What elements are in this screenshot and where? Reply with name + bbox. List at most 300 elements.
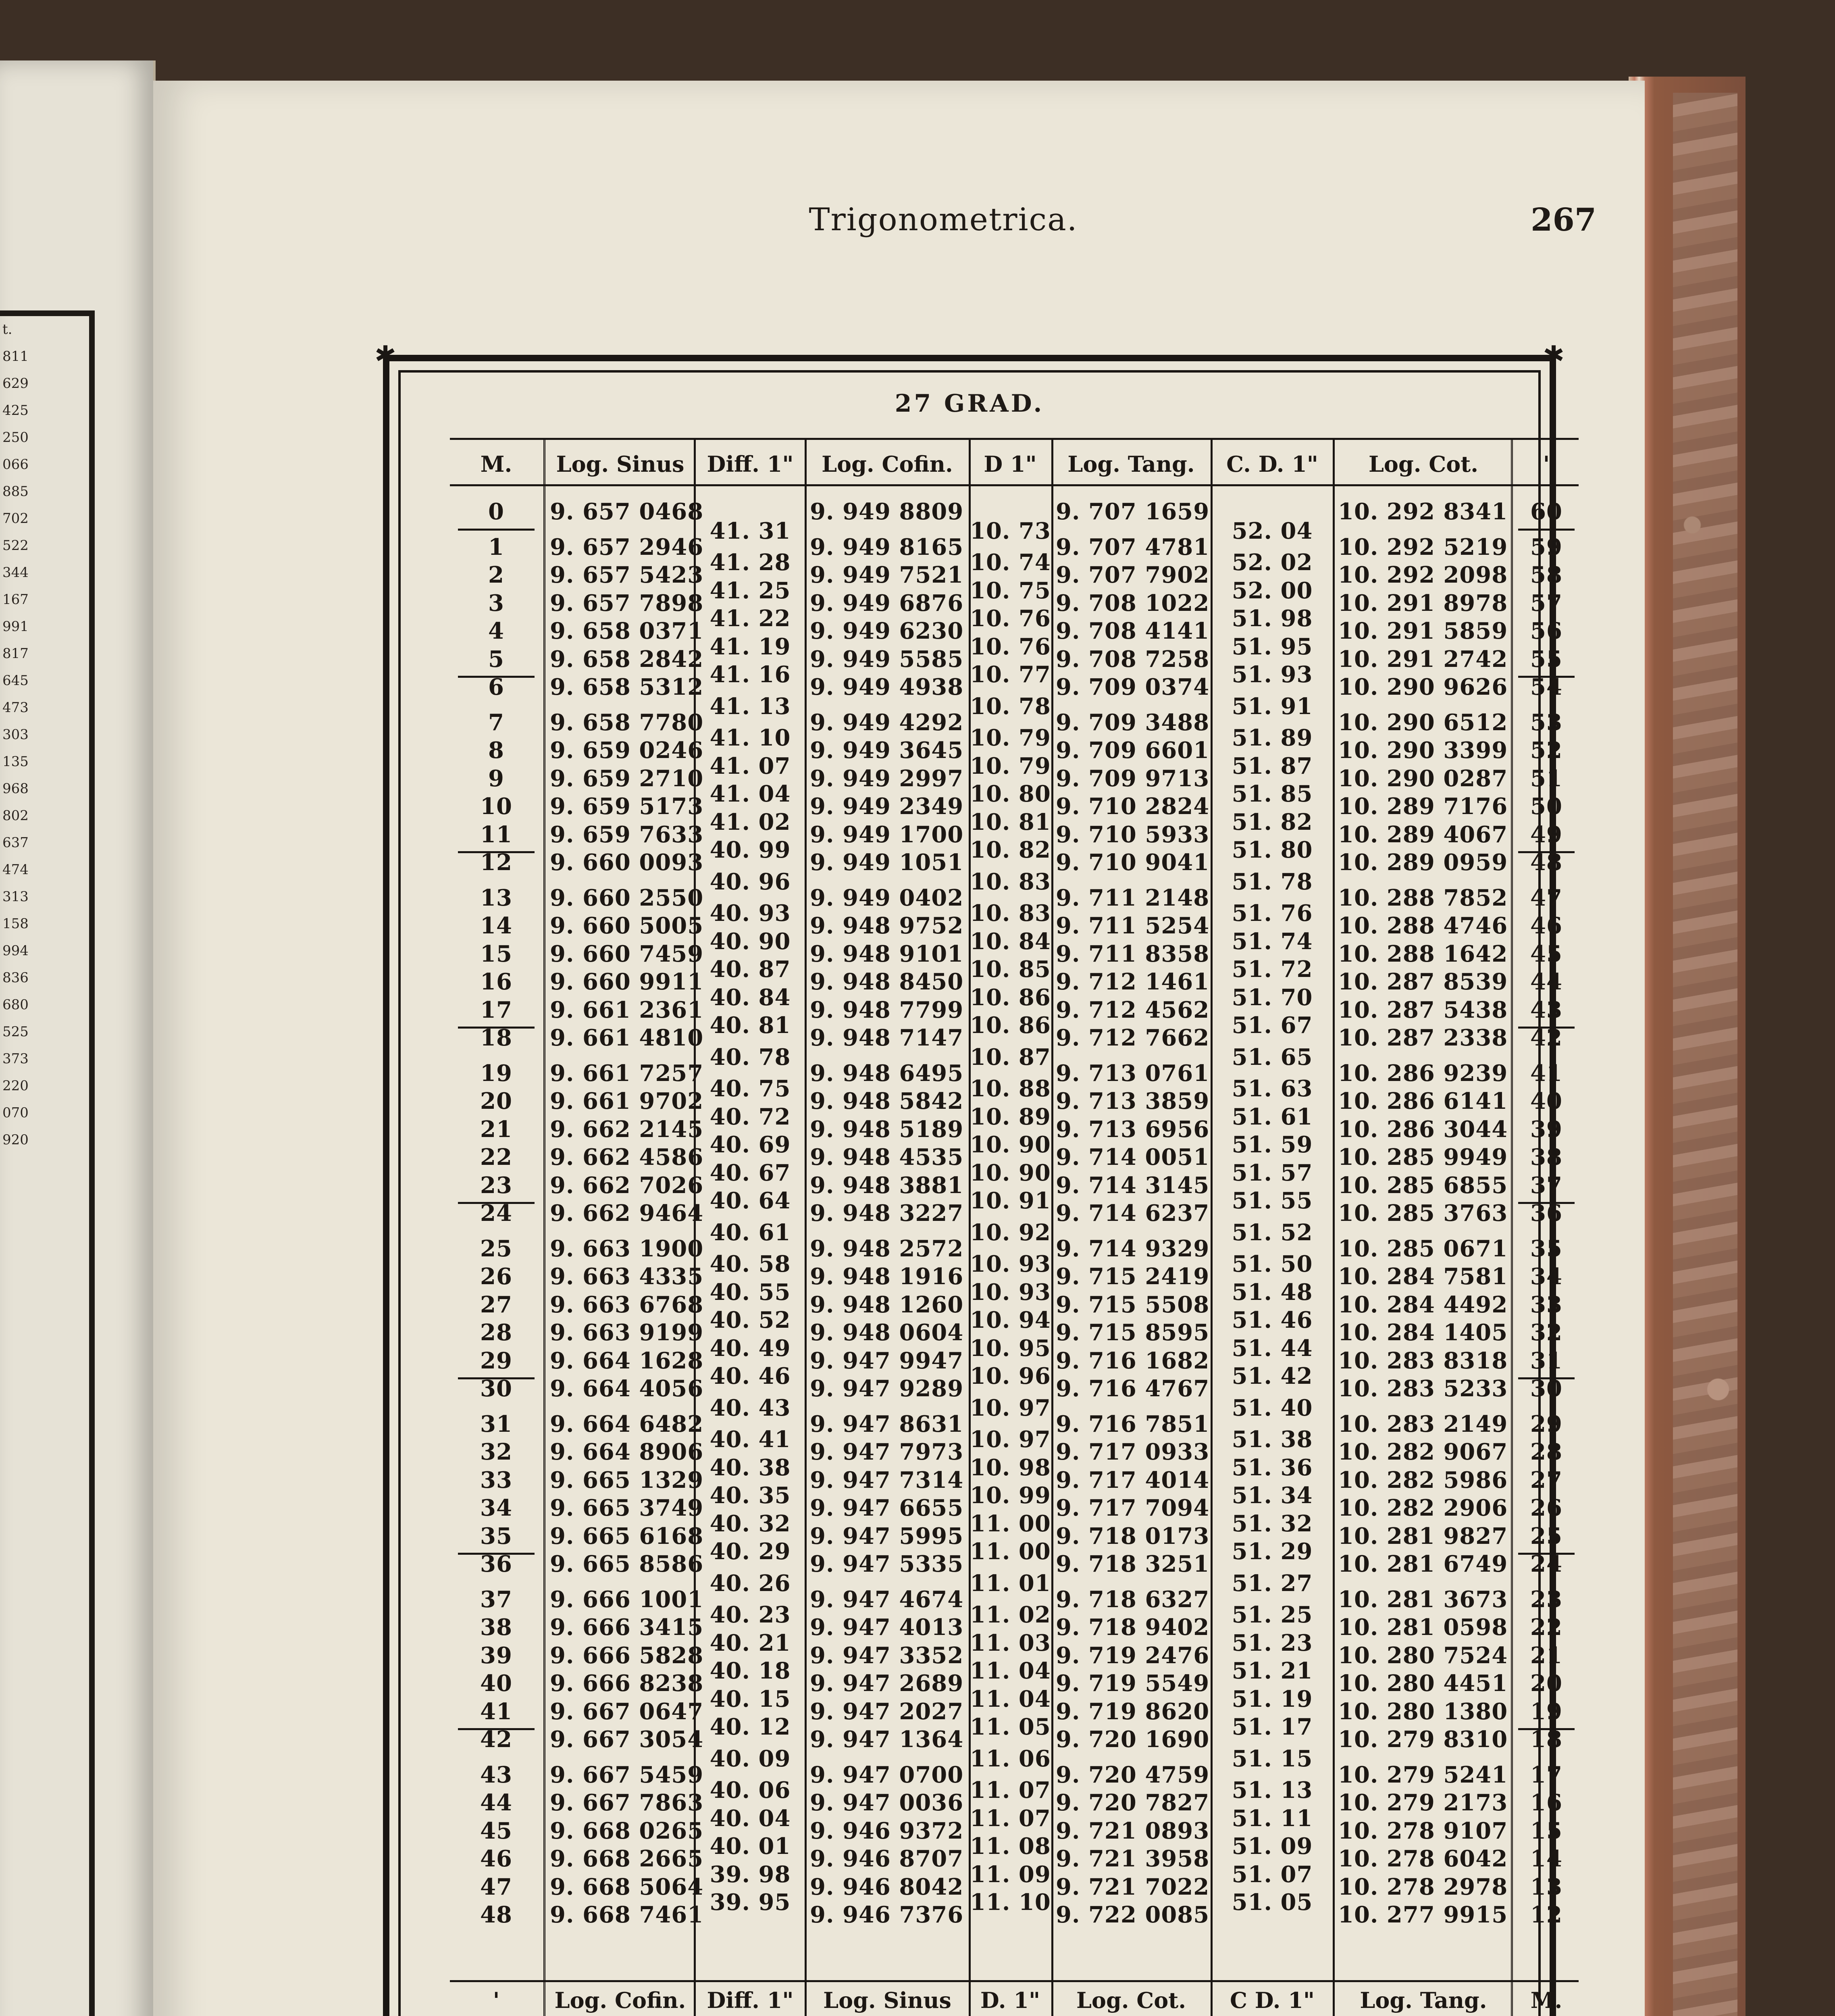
table-cell-cot: 10. 283 8318: [1338, 1347, 1508, 1374]
table-cell-mr: 41: [1530, 1060, 1562, 1087]
table-cell-cot: 10. 289 0959: [1338, 849, 1508, 876]
table-cell-cot: 10. 288 7852: [1338, 884, 1508, 911]
table-diff-diff_cos: 10. 73: [970, 517, 1051, 544]
top-grade-heading: 27 GRAD.: [895, 389, 1044, 418]
table-cell-tan: 9. 717 4014: [1056, 1466, 1210, 1493]
table-diff-diff_sin: 40. 38: [709, 1454, 791, 1481]
table-cell-sin: 9. 660 0093: [550, 849, 704, 876]
table-cell-sin: 9. 665 1329: [550, 1466, 704, 1493]
table-cell-cos: 9. 946 8707: [810, 1845, 964, 1872]
table-cell-sin: 9. 658 5312: [550, 674, 704, 700]
table-diff-diff_sin: 40. 52: [709, 1307, 791, 1334]
table-cell-m: 35: [480, 1522, 512, 1549]
table-diff-diff_sin: 39. 95: [709, 1889, 791, 1916]
table-cell-sin: 9. 659 5173: [550, 793, 704, 820]
table-cell-m: 42: [480, 1726, 512, 1753]
table-cell-cot: 10. 283 5233: [1338, 1375, 1508, 1402]
column-footer: Diff. 1": [707, 1987, 794, 2013]
table-diff-diff_tan: 51. 52: [1232, 1219, 1313, 1246]
table-cell-mr: 51: [1530, 765, 1562, 792]
table-diff-diff_sin: 40. 87: [709, 956, 791, 983]
table-diff-diff_sin: 40. 72: [709, 1103, 791, 1130]
table-cell-cos: 9. 946 9372: [810, 1817, 964, 1844]
table-diff-diff_sin: 41. 10: [709, 725, 791, 752]
left-fragment-line: t.: [2, 321, 12, 337]
table-cell-tan: 9. 721 3958: [1056, 1845, 1210, 1872]
left-fragment-line: 817: [2, 646, 29, 662]
table-cell-tan: 9. 714 6237: [1056, 1200, 1210, 1227]
table-diff-diff_tan: 51. 63: [1232, 1075, 1313, 1102]
table-cell-cot: 10. 277 9915: [1338, 1901, 1508, 1928]
table-diff-diff_tan: 51. 05: [1232, 1889, 1313, 1916]
column-footer: ': [493, 1987, 500, 2013]
table-diff-diff_sin: 40. 81: [709, 1012, 791, 1039]
table-cell-m: 26: [480, 1263, 512, 1290]
left-fragment-line: 135: [2, 754, 29, 770]
left-fragment-line: 645: [2, 673, 29, 689]
column-header: M.: [480, 451, 512, 477]
table-cell-mr: 40: [1530, 1088, 1562, 1114]
table-diff-diff_tan: 51. 46: [1232, 1307, 1313, 1334]
table-cell-m: 47: [480, 1873, 512, 1900]
table-cell-tan: 9. 720 4759: [1056, 1761, 1210, 1788]
table-cell-mr: 33: [1530, 1291, 1562, 1318]
table-cell-m: 11: [480, 821, 512, 848]
left-fragment-line: 313: [2, 889, 29, 905]
table-diff-diff_cos: 10. 79: [970, 725, 1051, 752]
table-frame: [374, 341, 1565, 2016]
table-cell-mr: 59: [1530, 533, 1562, 560]
table-diff-diff_sin: 40. 58: [709, 1251, 791, 1278]
table-cell-m: 8: [488, 737, 504, 764]
table-cell-cot: 10. 280 1380: [1338, 1698, 1508, 1725]
table-cell-cos: 9. 948 4535: [810, 1144, 964, 1170]
table-cell-cot: 10. 288 1642: [1338, 940, 1508, 967]
table-diff-diff_tan: 52. 00: [1232, 577, 1313, 604]
table-cell-tan: 9. 721 7022: [1056, 1873, 1210, 1900]
table-diff-diff_tan: 52. 04: [1232, 517, 1313, 544]
table-diff-diff_sin: 40. 04: [709, 1805, 791, 1832]
table-cell-m: 22: [480, 1144, 512, 1170]
table-cell-m: 13: [480, 884, 512, 911]
table-diff-diff_cos: 10. 90: [970, 1131, 1051, 1158]
table-diff-diff_cos: 11. 07: [970, 1777, 1051, 1804]
table-diff-diff_cos: 10. 78: [970, 693, 1051, 720]
table-cell-cot: 10. 285 9949: [1338, 1144, 1508, 1170]
previous-page: [0, 60, 156, 2016]
table-diff-diff_sin: 40. 55: [709, 1279, 791, 1306]
table-cell-mr: 27: [1530, 1466, 1562, 1493]
table-cell-cot: 10. 281 0598: [1338, 1614, 1508, 1641]
table-diff-diff_tan: 51. 11: [1232, 1805, 1313, 1832]
table-cell-m: 24: [480, 1200, 512, 1227]
table-cell-m: 31: [480, 1410, 512, 1437]
current-page: [153, 81, 1645, 2016]
table-diff-diff_sin: 40. 90: [709, 928, 791, 955]
left-fragment-line: 250: [2, 429, 29, 446]
table-diff-diff_cos: 11. 08: [970, 1833, 1051, 1860]
table-cell-cos: 9. 949 1051: [810, 849, 964, 876]
table-cell-tan: 9. 707 1659: [1056, 498, 1210, 525]
table-cell-cot: 10. 290 0287: [1338, 765, 1508, 792]
table-cell-sin: 9. 668 5064: [550, 1873, 704, 1900]
table-cell-sin: 9. 665 3749: [550, 1495, 704, 1521]
table-cell-tan: 9. 717 7094: [1056, 1495, 1210, 1521]
column-header: Diff. 1": [707, 451, 794, 477]
table-cell-sin: 9. 660 7459: [550, 940, 704, 967]
table-cell-cot: 10. 292 8341: [1338, 498, 1508, 525]
table-diff-diff_sin: 40. 01: [709, 1833, 791, 1860]
table-cell-cos: 9. 947 0036: [810, 1789, 964, 1816]
table-cell-sin: 9. 664 1628: [550, 1347, 704, 1374]
table-cell-m: 25: [480, 1235, 512, 1262]
table-cell-tan: 9. 707 4781: [1056, 533, 1210, 560]
table-cell-cot: 10. 290 6512: [1338, 709, 1508, 736]
table-diff-diff_tan: 51. 07: [1232, 1861, 1313, 1888]
table-cell-cos: 9. 947 3352: [810, 1642, 964, 1669]
table-cell-sin: 9. 663 1900: [550, 1235, 704, 1262]
table-diff-diff_tan: 51. 72: [1232, 956, 1313, 983]
corner-ornament-icon: ✱: [1543, 341, 1565, 371]
table-cell-cot: 10. 291 2742: [1338, 646, 1508, 673]
table-cell-cot: 10. 287 2338: [1338, 1025, 1508, 1051]
table-cell-sin: 9. 657 0468: [550, 498, 704, 525]
column-footer: Log. Tang.: [1360, 1987, 1487, 2013]
table-diff-diff_tan: 51. 70: [1232, 984, 1313, 1011]
table-diff-diff_sin: 40. 96: [709, 868, 791, 895]
column-header: Log. Sinus: [556, 451, 684, 477]
table-diff-diff_tan: 51. 13: [1232, 1777, 1313, 1804]
table-cell-tan: 9. 713 0761: [1056, 1060, 1210, 1087]
table-cell-m: 14: [480, 912, 512, 939]
table-cell-cos: 9. 948 0604: [810, 1319, 964, 1346]
table-cell-mr: 13: [1530, 1873, 1562, 1900]
table-cell-cot: 10. 290 9626: [1338, 674, 1508, 700]
table-diff-diff_sin: 40. 99: [709, 837, 791, 864]
table-cell-m: 44: [480, 1789, 512, 1816]
left-fragment-line: 066: [2, 456, 29, 473]
table-cell-cot: 10. 279 5241: [1338, 1761, 1508, 1788]
table-cell-tan: 9. 717 0933: [1056, 1439, 1210, 1465]
table-cell-tan: 9. 712 7662: [1056, 1025, 1210, 1051]
table-cell-sin: 9. 666 1001: [550, 1586, 704, 1613]
table-diff-diff_tan: 51. 19: [1232, 1685, 1313, 1712]
table-diff-diff_sin: 41. 25: [709, 577, 791, 604]
table-cell-cos: 9. 948 6495: [810, 1060, 964, 1087]
table-cell-cos: 9. 948 3881: [810, 1172, 964, 1199]
table-cell-mr: 37: [1530, 1172, 1562, 1199]
table-cell-m: 40: [480, 1670, 512, 1697]
table-cell-mr: 24: [1530, 1551, 1562, 1577]
table-cell-cos: 9. 947 6655: [810, 1495, 964, 1521]
table-cell-cos: 9. 948 9101: [810, 940, 964, 967]
left-fragment-line: 802: [2, 808, 29, 824]
table-cell-tan: 9. 708 1022: [1056, 589, 1210, 616]
table-cell-cot: 10. 280 4451: [1338, 1670, 1508, 1697]
table-cell-m: 1: [488, 533, 504, 560]
table-cell-sin: 9. 662 7026: [550, 1172, 704, 1199]
table-cell-m: 43: [480, 1761, 512, 1788]
left-fragment-line: 885: [2, 483, 29, 500]
table-diff-diff_tan: 51. 82: [1232, 808, 1313, 835]
table-cell-mr: 49: [1530, 821, 1562, 848]
table-cell-sin: 9. 666 8238: [550, 1670, 704, 1697]
table-cell-tan: 9. 713 3859: [1056, 1088, 1210, 1114]
table-cell-sin: 9. 661 2361: [550, 996, 704, 1023]
table-diff-diff_tan: 51. 48: [1232, 1279, 1313, 1306]
table-cell-cos: 9. 949 6230: [810, 618, 964, 644]
table-cell-cos: 9. 947 5995: [810, 1522, 964, 1549]
table-cell-m: 20: [480, 1088, 512, 1114]
table-cell-tan: 9. 720 1690: [1056, 1726, 1210, 1753]
table-diff-diff_sin: 40. 84: [709, 984, 791, 1011]
table-cell-cos: 9. 949 8165: [810, 533, 964, 560]
table-cell-tan: 9. 715 2419: [1056, 1263, 1210, 1290]
left-fragment-line: 637: [2, 835, 29, 851]
left-fragment-line: 167: [2, 591, 29, 608]
table-cell-mr: 12: [1530, 1901, 1562, 1928]
table-cell-cos: 9. 949 3645: [810, 737, 964, 764]
table-diff-diff_cos: 10. 99: [970, 1482, 1051, 1509]
table-cell-sin: 9. 657 7898: [550, 589, 704, 616]
table-diff-diff_cos: 10. 93: [970, 1279, 1051, 1306]
table-diff-diff_tan: 51. 74: [1232, 928, 1313, 955]
table-cell-cot: 10. 289 4067: [1338, 821, 1508, 848]
table-cell-tan: 9. 710 2824: [1056, 793, 1210, 820]
table-cell-m: 10: [480, 793, 512, 820]
table-cell-mr: 45: [1530, 940, 1562, 967]
table-cell-tan: 9. 722 0085: [1056, 1901, 1210, 1928]
table-diff-diff_sin: 40. 49: [709, 1335, 791, 1362]
table-diff-diff_cos: 11. 00: [970, 1538, 1051, 1565]
table-cell-cos: 9. 946 7376: [810, 1901, 964, 1928]
group-rule: [458, 529, 535, 531]
table-diff-diff_cos: 11. 09: [970, 1861, 1051, 1888]
table-cell-cot: 10. 278 9107: [1338, 1817, 1508, 1844]
table-cell-m: 18: [480, 1025, 512, 1051]
table-diff-diff_cos: 10. 82: [970, 837, 1051, 864]
table-cell-sin: 9. 665 8586: [550, 1551, 704, 1577]
table-diff-diff_cos: 10. 86: [970, 1012, 1051, 1039]
column-footer: Log. Cot.: [1076, 1987, 1186, 2013]
table-diff-diff_sin: 40. 46: [709, 1363, 791, 1390]
table-cell-cos: 9. 949 7521: [810, 562, 964, 588]
table-diff-diff_tan: 51. 61: [1232, 1103, 1313, 1130]
table-cell-sin: 9. 658 2842: [550, 646, 704, 673]
table-cell-cot: 10. 285 6855: [1338, 1172, 1508, 1199]
table-cell-tan: 9. 710 9041: [1056, 849, 1210, 876]
table-cell-mr: 50: [1530, 793, 1562, 820]
table-cell-m: 32: [480, 1439, 512, 1465]
column-footer: Log. Sinus: [823, 1987, 951, 2013]
table-diff-diff_cos: 10. 87: [970, 1043, 1051, 1070]
table-cell-tan: 9. 720 7827: [1056, 1789, 1210, 1816]
table-diff-diff_tan: 51. 09: [1232, 1833, 1313, 1860]
table-cell-cos: 9. 948 7799: [810, 996, 964, 1023]
table-cell-cot: 10. 281 9827: [1338, 1522, 1508, 1549]
previous-page-table-fragment: [0, 310, 95, 2016]
table-cell-sin: 9. 668 2665: [550, 1845, 704, 1872]
table-diff-diff_cos: 10. 74: [970, 549, 1051, 576]
table-diff-diff_tan: 51. 91: [1232, 693, 1313, 720]
table-diff-diff_tan: 51. 76: [1232, 900, 1313, 927]
page-number: 267: [1531, 202, 1596, 238]
table-cell-sin: 9. 662 4586: [550, 1144, 704, 1170]
table-diff-diff_sin: 40. 41: [709, 1426, 791, 1453]
table-diff-diff_tan: 51. 27: [1232, 1570, 1313, 1597]
left-fragment-line: 373: [2, 1051, 29, 1067]
table-cell-cos: 9. 949 2997: [810, 765, 964, 792]
table-diff-diff_cos: 10. 81: [970, 808, 1051, 835]
table-diff-diff_sin: 40. 06: [709, 1777, 791, 1804]
table-cell-cos: 9. 947 4674: [810, 1586, 964, 1613]
table-cell-sin: 9. 664 4056: [550, 1375, 704, 1402]
table-cell-tan: 9. 714 9329: [1056, 1235, 1210, 1262]
table-cell-tan: 9. 718 6327: [1056, 1586, 1210, 1613]
table-cell-m: 21: [480, 1116, 512, 1143]
left-fragment-line: 968: [2, 781, 29, 797]
table-cell-mr: 22: [1530, 1614, 1562, 1641]
table-cell-cos: 9. 947 0700: [810, 1761, 964, 1788]
table-cell-m: 2: [488, 562, 504, 588]
table-diff-diff_cos: 10. 98: [970, 1454, 1051, 1481]
table-cell-cot: 10. 282 2906: [1338, 1495, 1508, 1521]
table-diff-diff_cos: 10. 89: [970, 1103, 1051, 1130]
table-cell-cos: 9. 947 7973: [810, 1439, 964, 1465]
table-cell-sin: 9. 667 3054: [550, 1726, 704, 1753]
table-cell-mr: 48: [1530, 849, 1562, 876]
table-diff-diff_cos: 10. 88: [970, 1075, 1051, 1102]
table-cell-m: 5: [488, 646, 504, 673]
column-rule: [543, 440, 548, 2016]
table-cell-m: 33: [480, 1466, 512, 1493]
table-cell-mr: 19: [1530, 1698, 1562, 1725]
left-fragment-line: 158: [2, 916, 29, 932]
table-cell-cos: 9. 948 2572: [810, 1235, 964, 1262]
table-cell-mr: 58: [1530, 562, 1562, 588]
column-header: C. D. 1": [1226, 451, 1318, 477]
column-footer: C D. 1": [1230, 1987, 1315, 2013]
table-cell-mr: 57: [1530, 589, 1562, 616]
table-cell-m: 38: [480, 1614, 512, 1641]
table-cell-m: 27: [480, 1291, 512, 1318]
table-diff-diff_sin: 40. 35: [709, 1482, 791, 1509]
table-diff-diff_tan: 51. 57: [1232, 1159, 1313, 1186]
table-cell-sin: 9. 660 5005: [550, 912, 704, 939]
table-diff-diff_cos: 10. 83: [970, 868, 1051, 895]
table-cell-cos: 9. 949 5585: [810, 646, 964, 673]
table-cell-sin: 9. 663 4335: [550, 1263, 704, 1290]
table-diff-diff_tan: 51. 40: [1232, 1394, 1313, 1421]
table-cell-tan: 9. 716 4767: [1056, 1375, 1210, 1402]
table-cell-mr: 29: [1530, 1410, 1562, 1437]
table-cell-mr: 20: [1530, 1670, 1562, 1697]
table-diff-diff_sin: 40. 75: [709, 1075, 791, 1102]
table-diff-diff_tan: 51. 36: [1232, 1454, 1313, 1481]
table-cell-mr: 55: [1530, 646, 1562, 673]
table-cell-sin: 9. 666 5828: [550, 1642, 704, 1669]
table-cell-cos: 9. 947 2027: [810, 1698, 964, 1725]
table-cell-cos: 9. 948 8450: [810, 968, 964, 995]
table-diff-diff_cos: 10. 94: [970, 1307, 1051, 1334]
table-cell-mr: 56: [1530, 618, 1562, 644]
table-cell-sin: 9. 657 2946: [550, 533, 704, 560]
table-cell-tan: 9. 715 8595: [1056, 1319, 1210, 1346]
table-diff-diff_cos: 10. 85: [970, 956, 1051, 983]
running-title: Trigonometrica.: [809, 202, 1078, 238]
left-fragment-line: 680: [2, 997, 29, 1013]
table-cell-cos: 9. 949 1700: [810, 821, 964, 848]
table-diff-diff_sin: 40. 15: [709, 1685, 791, 1712]
table-diff-diff_sin: 41. 28: [709, 549, 791, 576]
table-diff-diff_tan: 51. 59: [1232, 1131, 1313, 1158]
table-diff-diff_tan: 52. 02: [1232, 549, 1313, 576]
table-cell-cos: 9. 948 5842: [810, 1088, 964, 1114]
table-cell-m: 41: [480, 1698, 512, 1725]
table-diff-diff_cos: 10. 91: [970, 1187, 1051, 1214]
left-fragment-line: 991: [2, 619, 29, 635]
table-diff-diff_cos: 10. 97: [970, 1394, 1051, 1421]
table-cell-cos: 9. 949 4292: [810, 709, 964, 736]
table-cell-mr: 30: [1530, 1375, 1562, 1402]
left-fragment-line: 070: [2, 1105, 29, 1121]
table-cell-cos: 9. 947 1364: [810, 1726, 964, 1753]
table-cell-mr: 14: [1530, 1845, 1562, 1872]
table-cell-cot: 10. 292 5219: [1338, 533, 1508, 560]
table-cell-tan: 9. 719 8620: [1056, 1698, 1210, 1725]
table-cell-m: 29: [480, 1347, 512, 1374]
table-diff-diff_cos: 10. 95: [970, 1335, 1051, 1362]
column-header: Log. Cot.: [1368, 451, 1479, 477]
table-cell-mr: 47: [1530, 884, 1562, 911]
left-fragment-line: 522: [2, 537, 29, 554]
table-diff-diff_tan: 51. 55: [1232, 1187, 1313, 1214]
table-diff-diff_tan: 51. 23: [1232, 1629, 1313, 1656]
table-cell-sin: 9. 661 4810: [550, 1025, 704, 1051]
table-cell-tan: 9. 711 8358: [1056, 940, 1210, 967]
table-cell-cos: 9. 949 8809: [810, 498, 964, 525]
table-cell-cot: 10. 289 7176: [1338, 793, 1508, 820]
table-diff-diff_cos: 11. 06: [970, 1745, 1051, 1772]
table-cell-mr: 25: [1530, 1522, 1562, 1549]
table-cell-tan: 9. 714 3145: [1056, 1172, 1210, 1199]
table-cell-tan: 9. 708 4141: [1056, 618, 1210, 644]
column-header: D 1": [984, 451, 1037, 477]
table-cell-sin: 9. 661 9702: [550, 1088, 704, 1114]
table-cell-sin: 9. 667 7863: [550, 1789, 704, 1816]
table-diff-diff_sin: 41. 04: [709, 781, 791, 808]
table-diff-diff_tan: 51. 98: [1232, 605, 1313, 632]
table-cell-cos: 9. 946 8042: [810, 1873, 964, 1900]
table-cell-mr: 26: [1530, 1495, 1562, 1521]
column-rule: [805, 440, 807, 2016]
table-cell-m: 7: [488, 709, 504, 736]
table-diff-diff_sin: 40. 69: [709, 1131, 791, 1158]
table-cell-m: 45: [480, 1817, 512, 1844]
table-cell-cos: 9. 947 7314: [810, 1466, 964, 1493]
table-cell-cos: 9. 947 9947: [810, 1347, 964, 1374]
table-diff-diff_tan: 51. 95: [1232, 633, 1313, 660]
table-cell-tan: 9. 713 6956: [1056, 1116, 1210, 1143]
table-cell-m: 15: [480, 940, 512, 967]
table-cell-sin: 9. 667 5459: [550, 1761, 704, 1788]
table-diff-diff_tan: 51. 89: [1232, 725, 1313, 752]
table-diff-diff_cos: 10. 79: [970, 752, 1051, 779]
table-cell-tan: 9. 708 7258: [1056, 646, 1210, 673]
table-cell-cos: 9. 947 9289: [810, 1375, 964, 1402]
table-cell-mr: 39: [1530, 1116, 1562, 1143]
table-cell-mr: 31: [1530, 1347, 1562, 1374]
